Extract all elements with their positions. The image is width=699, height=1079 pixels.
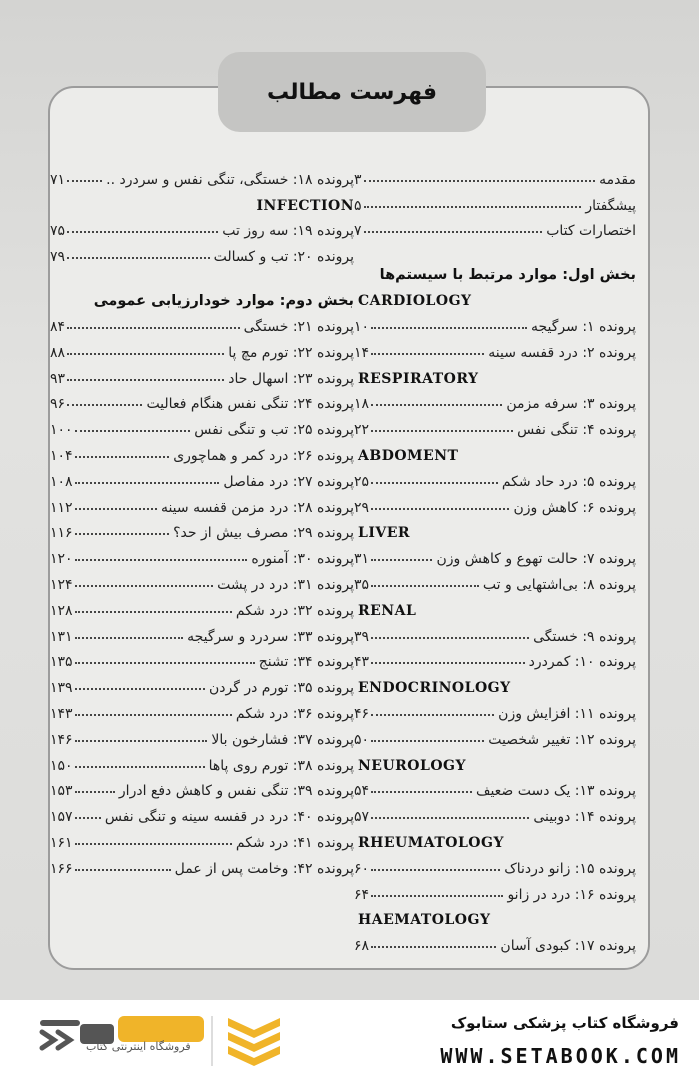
- dot-leader: [371, 816, 529, 819]
- toc-entry-label: پرونده ۳۲: درد شکم: [235, 602, 354, 619]
- dot-leader: [75, 868, 171, 871]
- toc-entry[interactable]: [354, 774, 636, 800]
- category-heading: LIVER: [358, 525, 411, 542]
- dot-leader: [67, 326, 240, 329]
- dot-leader: [75, 687, 205, 690]
- toc-entry-page: ۳۹: [354, 628, 370, 645]
- toc-entry[interactable]: [50, 162, 354, 188]
- dot-leader: [371, 894, 503, 897]
- toc-entry[interactable]: [50, 541, 354, 567]
- toc-entry-page: ۸۴: [50, 318, 66, 335]
- dot-leader: [75, 610, 232, 613]
- dot-leader: [75, 661, 255, 664]
- toc-entry-label: پرونده ۱۷: کبودی آسان: [500, 938, 636, 955]
- dot-leader: [371, 739, 484, 742]
- toc-entry-label: پرونده ۴۱: درد شکم: [235, 834, 354, 851]
- toc-entry-label: پرونده ۱۲: تغییر شخصیت: [488, 731, 636, 748]
- toc-entry-page: ۸۸: [50, 344, 66, 361]
- dot-leader: [75, 481, 220, 484]
- toc-entry[interactable]: [50, 645, 354, 671]
- toc-entry-label: پرونده ۸: بی‌اشتهایی و تب: [482, 576, 636, 593]
- toc-entry-label: پرونده ۵: درد حاد شکم: [501, 473, 636, 490]
- toc-entry[interactable]: [50, 464, 354, 490]
- toc-entry[interactable]: [354, 645, 636, 671]
- dot-leader: [75, 455, 170, 458]
- toc-entry-page: ۱۳۱: [50, 628, 73, 645]
- dot-leader: [67, 179, 102, 182]
- dot-leader: [371, 790, 472, 793]
- toc-entry-page: ۱۵۷: [50, 809, 73, 826]
- dot-leader: [67, 256, 210, 259]
- toc-entry-page: ۲۹: [354, 499, 370, 516]
- toc-entry-page: ۳۵: [354, 576, 370, 593]
- toc-entry[interactable]: [354, 387, 636, 413]
- toc-entry-label: پرونده ۲۲: تورم مچ پا: [228, 344, 354, 361]
- dot-leader: [75, 765, 205, 768]
- toc-entry-label: مقدمه: [599, 171, 636, 188]
- toc-entry-page: ۱۴۶: [50, 731, 73, 748]
- toc-entry[interactable]: [50, 799, 354, 825]
- toc-entry-page: ۱۵۰: [50, 757, 73, 774]
- dot-leader: [364, 179, 596, 182]
- toc-entry-label: پرونده ۲۹: مصرف بیش از حد؟: [173, 525, 354, 542]
- toc-entry[interactable]: [354, 309, 636, 335]
- toc-entry[interactable]: [50, 670, 354, 696]
- toc-entry-label: پرونده ۹: خستگی: [533, 628, 636, 645]
- toc-entry-page: ۲۵: [354, 473, 370, 490]
- toc-entry-label: پرونده ۳: سرفه مزمن: [506, 396, 636, 413]
- toc-entry-page: ۱۳۵: [50, 654, 73, 671]
- toc-entry-label: پرونده ۱۳: یک دست ضعیف: [475, 783, 636, 800]
- dot-leader: [371, 584, 479, 587]
- toc-entry[interactable]: [50, 516, 354, 542]
- toc-entry-page: ۱۴: [354, 344, 370, 361]
- toc-entry-page: ۹۳: [50, 370, 66, 387]
- toc-entry-page: ۹۶: [50, 396, 66, 413]
- dot-leader: [371, 429, 513, 432]
- toc-entry-page: ۱۶۶: [50, 860, 73, 877]
- toc-entry[interactable]: [50, 825, 354, 851]
- category-heading: RESPIRATORY: [358, 370, 479, 387]
- toc-entry-label: پرونده ۱۶: درد در زانو: [507, 886, 636, 903]
- toc-entry-label: پرونده ۱۱: افزایش وزن: [498, 705, 636, 722]
- toc-entry-page: ۵: [354, 197, 362, 214]
- toc-entry[interactable]: [354, 214, 636, 240]
- toc-entry-label: پرونده ۳۵: تورم در گردن: [209, 680, 354, 697]
- toc-entry-page: ۱۸: [354, 396, 370, 413]
- toc-entry[interactable]: [50, 748, 354, 774]
- toc-entry-label: پرونده ۱۹: سه روز تب: [222, 223, 354, 240]
- dot-leader: [371, 945, 496, 948]
- toc-entry-label: پرونده ۳۹: تنگی نفس و کاهش دفع ادرار: [118, 783, 354, 800]
- spacer: [50, 265, 354, 279]
- toc-entry-page: ۷۵: [50, 223, 66, 240]
- toc-entry-page: ۱۵۳: [50, 783, 73, 800]
- toc-entry[interactable]: [354, 696, 636, 722]
- category-heading: HAEMATOLOGY: [358, 912, 491, 929]
- page-title: فهرست مطالب: [266, 79, 438, 105]
- toc-entry-label: پرونده ۲۸: درد مزمن قفسه سینه: [160, 499, 354, 516]
- toc-entry[interactable]: [354, 335, 636, 361]
- toc-entry-page: ۱۲۰: [50, 551, 73, 568]
- toc-entry[interactable]: [50, 361, 354, 387]
- toc-entry-page: ۱۰۸: [50, 473, 73, 490]
- toc-column-left: [50, 162, 354, 877]
- toc-entry-page: ۳۱: [354, 551, 370, 568]
- toc-entry-page: ۷: [354, 223, 362, 240]
- dot-leader: [75, 584, 214, 587]
- toc-entry-page: ۱۴۳: [50, 705, 73, 722]
- category-heading: ENDOCRINOLOGY: [358, 680, 511, 697]
- toc-entry[interactable]: [354, 799, 636, 825]
- toc-entry[interactable]: [50, 490, 354, 516]
- dot-leader: [67, 378, 224, 381]
- toc-entry-label: پرونده ۲۵: تب و تنگی نفس: [194, 422, 354, 439]
- toc-entry-label: پرونده ۴: تنگی نفس: [517, 422, 636, 439]
- dot-leader: [371, 661, 525, 664]
- dot-leader: [371, 507, 509, 510]
- toc-entry[interactable]: [354, 188, 636, 214]
- toc-entry[interactable]: [50, 239, 354, 265]
- toc-entry-page: ۱۰: [354, 318, 370, 335]
- toc-entry-label: پرونده ۲۴: تنگی نفس هنگام فعالیت: [146, 396, 354, 413]
- toc-entry-page: ۱۱۲: [50, 499, 73, 516]
- toc-entry[interactable]: [50, 309, 354, 335]
- dot-leader: [75, 636, 184, 639]
- toc-entry[interactable]: [354, 722, 636, 748]
- dot-leader: [75, 739, 208, 742]
- toc-entry-label: پرونده ۲۶: درد کمر و هماچوری: [173, 447, 354, 464]
- toc-entry[interactable]: [50, 214, 354, 240]
- toc-entry-label: پرونده ۳۸: تورم روی پاها: [208, 757, 354, 774]
- toc-entry[interactable]: [50, 593, 354, 619]
- toc-entry[interactable]: [50, 722, 354, 748]
- category-heading: CARDIOLOGY: [358, 293, 472, 310]
- title-tab: [218, 52, 486, 132]
- dot-leader: [67, 403, 142, 406]
- dot-leader: [75, 842, 232, 845]
- toc-entry[interactable]: [354, 928, 636, 954]
- toc-entry[interactable]: [354, 851, 636, 877]
- dot-leader: [67, 352, 224, 355]
- toc-entry-page: ۷۱: [50, 171, 66, 188]
- spacer: [354, 239, 636, 253]
- dot-leader: [67, 230, 218, 233]
- toc-entry-page: ۳: [354, 171, 362, 188]
- toc-entry-page: ۱۲۸: [50, 602, 73, 619]
- toc-entry-label: پرونده ۴۰: درد در قفسه سینه و تنگی نفس: [104, 809, 354, 826]
- toc-entry[interactable]: [50, 619, 354, 645]
- dot-leader: [75, 558, 248, 561]
- toc-entry-label: پرونده ۳۷: فشارخون بالا: [211, 731, 354, 748]
- toc-entry-page: ۲۲: [354, 422, 370, 439]
- toc-entry[interactable]: [354, 877, 636, 903]
- dot-leader: [371, 403, 502, 406]
- dot-leader: [75, 532, 170, 535]
- section-heading: بخش دوم: موارد خودارزیابی عمومی: [93, 293, 354, 310]
- category-heading: INFECTION: [256, 197, 354, 214]
- dot-leader: [371, 868, 500, 871]
- toc-entry-label: پرونده ۷: حالت تهوع و کاهش وزن: [436, 551, 636, 568]
- logo-caption: فروشگاه اینترنتی کتاب: [86, 1040, 191, 1053]
- dot-leader: [371, 326, 527, 329]
- category-heading: ABDOMENT: [358, 447, 459, 464]
- book-stack-icon: [228, 1018, 280, 1066]
- toc-entry[interactable]: [50, 851, 354, 877]
- toc-entry-label: پرونده ۳۴: تشنج: [258, 654, 354, 671]
- toc-entry-page: ۶۸: [354, 938, 370, 955]
- toc-entry[interactable]: [354, 619, 636, 645]
- toc-entry-page: ۱۶۱: [50, 834, 73, 851]
- dot-leader: [371, 558, 432, 561]
- toc-entry-page: ۱۳۹: [50, 680, 73, 697]
- toc-entry-label: اختصارات کتاب: [546, 223, 636, 240]
- toc-entry-label: پرونده ۲۳: اسهال حاد: [228, 370, 354, 387]
- toc-entry-page: ۴۳: [354, 654, 370, 671]
- toc-entry-label: پرونده ۳۳: سردرد و سرگیجه: [187, 628, 354, 645]
- toc-entry-page: ۵۰: [354, 731, 370, 748]
- category-heading: NEUROLOGY: [358, 757, 466, 774]
- dot-leader: [371, 713, 494, 716]
- toc-entry[interactable]: [50, 335, 354, 361]
- toc-entry-label: پیشگفتار: [585, 197, 636, 214]
- store-footer: [0, 1000, 699, 1079]
- toc-entry-page: ۱۰۴: [50, 447, 73, 464]
- toc-entry-label: پرونده ۶: کاهش وزن: [513, 499, 636, 516]
- toc-entry-label: پرونده ۳۱: درد در پشت: [217, 576, 354, 593]
- toc-entry[interactable]: [354, 162, 636, 188]
- section-heading: بخش اول: موارد مرتبط با سیستم‌ها: [379, 267, 636, 284]
- toc-entry-page: ۶۴: [354, 886, 370, 903]
- dot-leader: [75, 429, 191, 432]
- dot-leader: [364, 230, 543, 233]
- toc-entry-page: ۶۰: [354, 860, 370, 877]
- toc-entry-page: ۱۲۴: [50, 576, 73, 593]
- toc-entry-page: ۵۷: [354, 809, 370, 826]
- toc-entry-label: پرونده ۱۴: دوبینی: [533, 809, 636, 826]
- toc-entry[interactable]: [50, 567, 354, 593]
- dot-leader: [75, 790, 115, 793]
- category-heading: RENAL: [358, 602, 417, 619]
- toc-entry[interactable]: [50, 387, 354, 413]
- toc-entry-label: پرونده ۲: درد قفسه سینه: [488, 344, 636, 361]
- toc-entry-page: ۷۹: [50, 249, 66, 266]
- dot-leader: [75, 507, 157, 510]
- toc-entry-label: پرونده ۳۶: درد شکم: [235, 705, 354, 722]
- store-name: فروشگاه کتاب پزشکی ستابوک: [450, 1014, 679, 1032]
- dot-leader: [371, 352, 484, 355]
- toc-entry-label: پرونده ۱: سرگیجه: [530, 318, 636, 335]
- toc-entry-page: ۱۱۶: [50, 525, 73, 542]
- toc-entry-page: ۵۴: [354, 783, 370, 800]
- toc-entry-label: پرونده ۲۰: تب و کسالت: [213, 249, 354, 266]
- toc-entry-label: پرونده ۱۰: کمردرد: [528, 654, 636, 671]
- toc-entry[interactable]: [354, 412, 636, 438]
- dot-leader: [364, 205, 582, 208]
- toc-entry-label: پرونده ۳۰: آمنوره: [251, 551, 354, 568]
- toc-entry-page: ۴۶: [354, 705, 370, 722]
- toc-entry[interactable]: [354, 541, 636, 567]
- toc-entry[interactable]: [50, 438, 354, 464]
- toc-entry-label: پرونده ۱۵: زانو دردناک: [504, 860, 636, 877]
- toc-entry-label: پرونده ۲۱: خستگی: [243, 318, 354, 335]
- toc-entry-label: پرونده ۲۷: درد مفاصل: [223, 473, 354, 490]
- toc-entry-page: ۱۰۰: [50, 422, 73, 439]
- toc-column-right: [354, 162, 636, 954]
- toc-entry-label: پرونده ۱۸: خستگی، تنگی نفس و سردرد ..: [106, 171, 354, 188]
- dot-leader: [75, 816, 101, 819]
- store-url[interactable]: WWW.SETABOOK.COM: [440, 1044, 681, 1068]
- dot-leader: [371, 481, 498, 484]
- toc-entry[interactable]: [354, 464, 636, 490]
- category-heading: RHEUMATOLOGY: [358, 834, 504, 851]
- dot-leader: [75, 713, 232, 716]
- dot-leader: [371, 636, 529, 639]
- toc-entry-label: پرونده ۴۲: وخامت پس از عمل: [174, 860, 354, 877]
- toc-entry[interactable]: [50, 696, 354, 722]
- toc-entry[interactable]: [354, 567, 636, 593]
- toc-entry[interactable]: [50, 774, 354, 800]
- toc-entry[interactable]: [354, 490, 636, 516]
- toc-entry[interactable]: [50, 412, 354, 438]
